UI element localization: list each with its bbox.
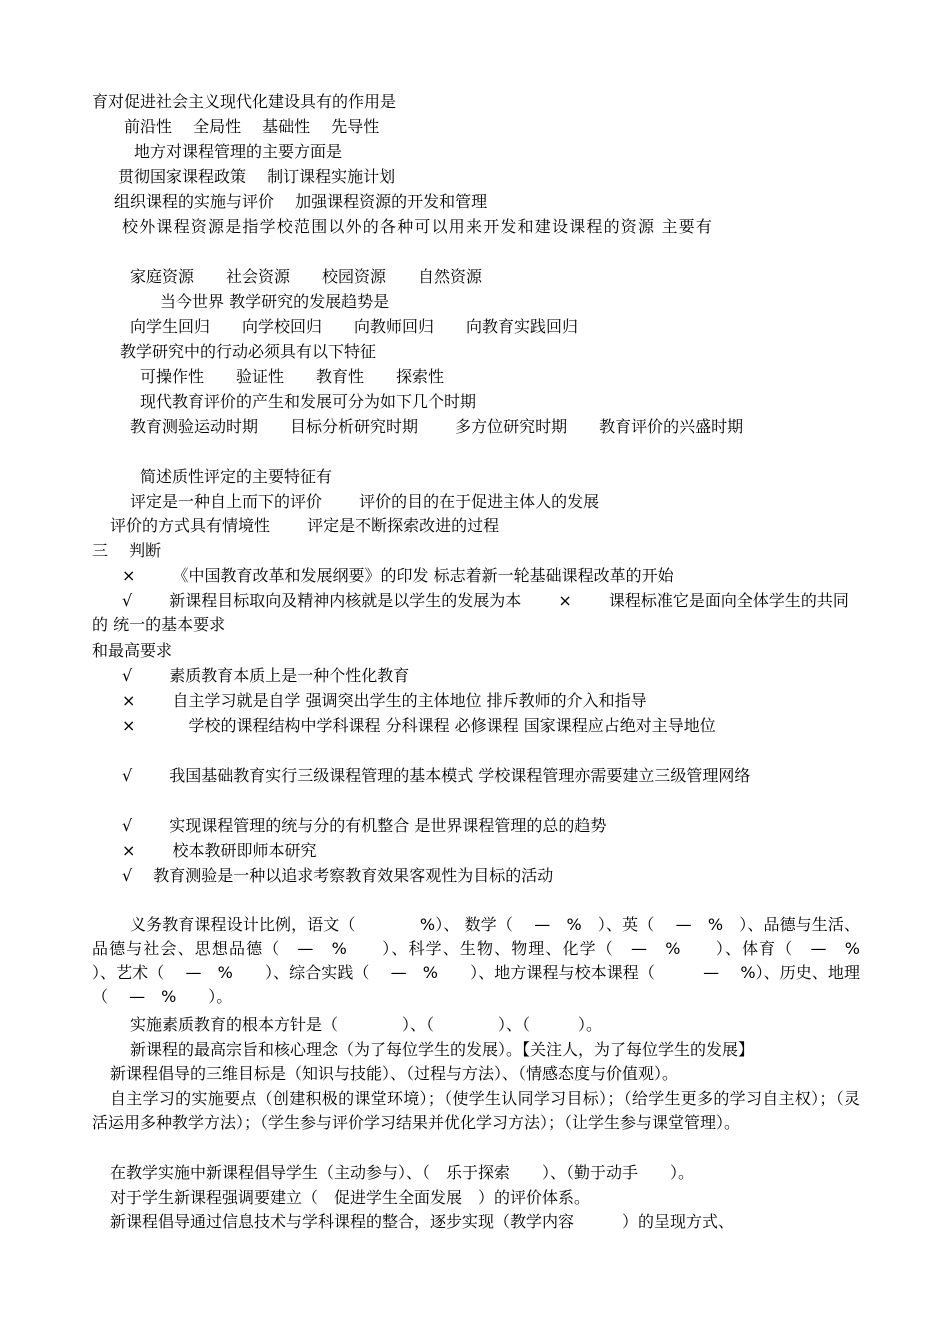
question-text: 教学研究中的行动必须具有以下特征 [120,342,377,361]
judgement-item: × 《中国教育改革和发展纲要》的印发 标志着新一轮基础课程改革的开始 [122,566,674,585]
fill-in-paragraph: 义务教育课程设计比例，语文（ %）、 数学（ — % ）、英（ — % ）、品德与生活、品德与社会、思想品德（ — % ）、科学、生物、物理、化学（ — % ）、体育（ — % ）、艺术（ — % ）、综合实践（ — % ）、地方课程与校本课程（ — %）、历史、地理（ — % ）。 [92,915,893,1006]
question-text: 校外课程资源是指学校范围以外的各种可以用来开发和建设课程的资源 主要有 [122,217,714,236]
fill-in-paragraph: 对于学生新课程强调要建立（ 促进学生全面发展 ）的评价体系。 [110,1188,591,1207]
answer-text: 组织课程的实施与评价 加强课程资源的开发和管理 [114,192,488,211]
judgement-item: √ 教育测验是一种以追求考察教育效果客观性为目标的活动 [122,866,554,885]
question-text: 当今世界 教学研究的发展趋势是 [160,292,390,311]
fill-in-paragraph: 实施素质教育的根本方针是（ ）、（ ）、（ ）。 [130,1015,603,1034]
fill-in-paragraph: 新课程的最高宗旨和核心理念（为了每位学生的发展）。【关注人，为了每位学生的发展】 [130,1040,755,1059]
judgement-item: √ 实现课程管理的统与分的有机整合 是世界课程管理的总的趋势 [122,816,607,835]
fill-in-paragraph: 自主学习的实施要点（创建积极的课堂环境）；（使学生认同学习目标）；（给学生更多的学习自主权）；（灵活运用多种教学方法）；（学生参与评价学习结果并优化学习方法）；（让学生参与课堂管理）。 [92,1089,860,1132]
judgement-item: 和最高要求 [92,641,173,660]
answer-text: 家庭资源 社会资源 校园资源 自然资源 [130,267,483,286]
judgement-item: √ 素质教育本质上是一种个性化教育 [122,666,410,685]
answer-text: 前沿性 全局性 基础性 先导性 [124,117,380,136]
judgement-item: √ 我国基础教育实行三级课程管理的基本模式 学校课程管理亦需要建立三级管理网络 [122,766,751,785]
question-text: 简述质性评定的主要特征有 [140,467,333,486]
answer-text: 贯彻国家课程政策 制订课程实施计划 [118,167,396,186]
answer-text: 教育测验运动时期 目标分析研究时期 多方位研究时期 教育评价的兴盛时期 [130,417,744,436]
judgement-item: × 学校的课程结构中学科课程 分科课程 必修课程 国家课程应占绝对主导地位 [122,716,716,735]
judgement-item: × 自主学习就是自学 强调突出学生的主体地位 排斥教师的介入和指导 [122,691,647,710]
answer-text: 可操作性 验证性 教育性 探索性 [140,367,445,386]
section-heading: 三 判断 [92,541,162,560]
judgement-item: √ 新课程目标取向及精神内核就是以学生的发展为本 × 课程标准它是面向全体学生的共同的 统一的基本要求 [92,591,849,634]
answer-text: 评价的方式具有情境性 评定是不断探索改进的过程 [110,516,500,535]
answer-text: 向学生回归 向学校回归 向教师回归 向教育实践回归 [130,317,579,336]
answer-text: 评定是一种自上而下的评价 评价的目的在于促进主体人的发展 [130,492,600,511]
fill-in-paragraph: 新课程倡导通过信息技术与学科课程的整合，逐步实现（教学内容 ）的呈现方式、 [110,1212,735,1231]
question-text: 育对促进社会主义现代化建设具有的作用是 [92,92,397,111]
fill-in-paragraph: 在教学实施中新课程倡导学生（主动参与）、（ 乐于探索 ）、（勤于动手 ）。 [110,1163,695,1182]
fill-in-paragraph: 新课程倡导的三维目标是（知识与技能）、（过程与方法）、（情感态度与价值观）。 [110,1064,679,1083]
judgement-item: × 校本教研即师本研究 [122,841,317,860]
question-text: 现代教育评价的产生和发展可分为如下几个时期 [140,392,477,411]
question-text: 地方对课程管理的主要方面是 [134,142,343,161]
